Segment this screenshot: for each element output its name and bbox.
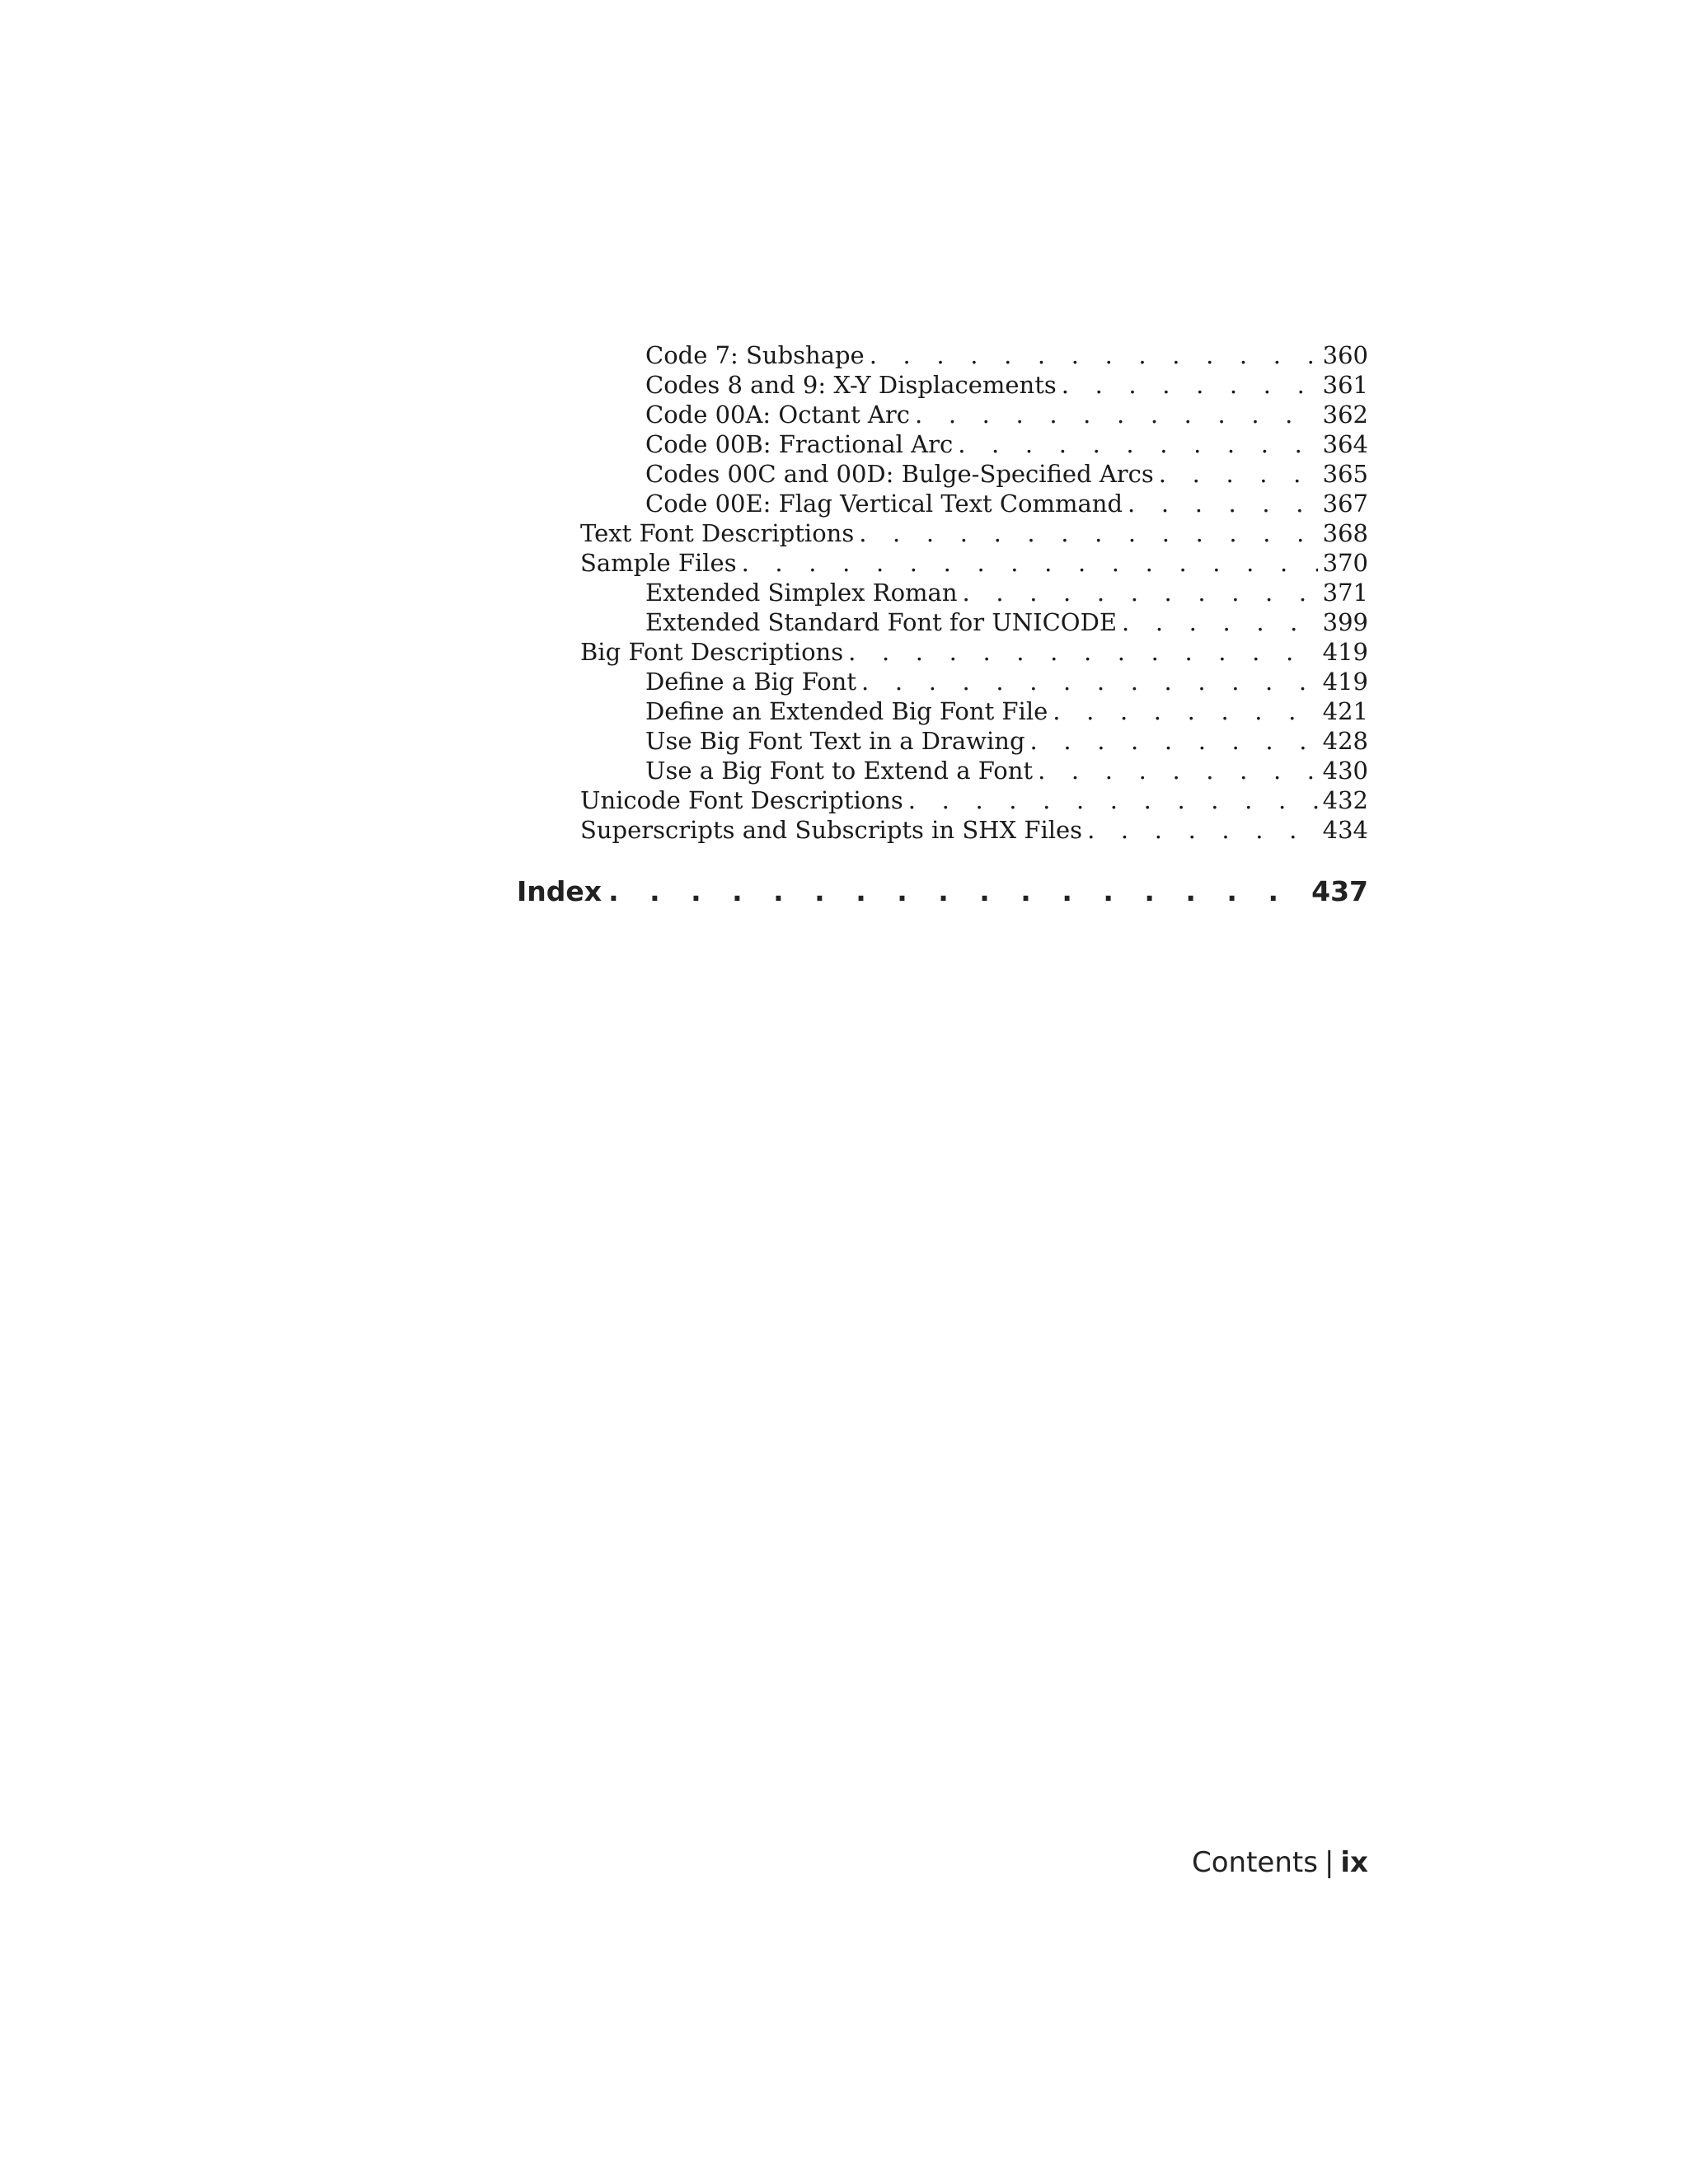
dot-leader: [861, 667, 1318, 696]
toc-entry: [577, 756, 1368, 785]
toc-entry-page: 437: [1311, 875, 1368, 907]
toc-entry-page: 428: [1322, 727, 1368, 755]
toc-entry: [577, 489, 1368, 518]
dot-leader: [859, 518, 1317, 548]
dot-leader: [1087, 815, 1318, 845]
toc-entry: [577, 370, 1368, 400]
toc-entry-title: Code 00A: Octant Arc: [645, 401, 910, 429]
dot-leader: [1159, 459, 1318, 489]
toc-entry-title: Extended Standard Font for UNICODE: [645, 608, 1117, 636]
footer-page-number: ix: [1340, 1846, 1368, 1879]
toc-entry-title: Define an Extended Big Font File: [645, 697, 1048, 725]
toc-entry-page: 360: [1322, 341, 1368, 369]
toc-entry-page: 419: [1322, 638, 1368, 666]
toc-entry: [577, 785, 1368, 815]
toc-entry: [577, 548, 1368, 578]
toc-entry: [577, 400, 1368, 429]
toc-entry-page: 364: [1322, 430, 1368, 458]
toc-entry-title: Code 00E: Flag Vertical Text Command: [645, 490, 1123, 518]
toc-entry-page: 361: [1322, 371, 1368, 399]
toc-entry-title: Unicode Font Descriptions: [580, 786, 903, 814]
dot-leader: [1122, 607, 1318, 637]
dot-leader: [870, 340, 1318, 370]
toc-entry: [577, 637, 1368, 667]
toc-entry: [577, 429, 1368, 459]
toc-entry: [577, 726, 1368, 756]
toc-entry-title: Define a Big Font: [645, 668, 857, 696]
dot-leader: [963, 578, 1318, 607]
dot-leader: [1062, 370, 1318, 400]
page-footer: [1192, 1844, 1368, 1881]
toc-entry-page: 430: [1322, 757, 1368, 785]
toc-entry-title: Index: [517, 875, 603, 907]
dot-leader: [908, 785, 1318, 815]
toc-entry: [577, 696, 1368, 726]
toc-entry: [577, 815, 1368, 845]
toc-entry-title: Code 7: Subshape: [645, 341, 865, 369]
toc-entry-page: 371: [1322, 579, 1368, 607]
toc-entry-title: Codes 00C and 00D: Bulge-Specified Arcs: [645, 460, 1154, 488]
dot-leader: [848, 637, 1318, 667]
toc-entry: [577, 578, 1368, 607]
toc-entry-page: 432: [1322, 786, 1368, 814]
toc-entry-page: 367: [1322, 490, 1368, 518]
toc-entry-title: Sample Files: [580, 549, 737, 577]
footer-section-label: Contents: [1192, 1846, 1318, 1879]
footer-separator: |: [1324, 1846, 1334, 1879]
table-of-contents: [577, 340, 1368, 845]
toc-entry-title: Superscripts and Subscripts in SHX Files: [580, 816, 1083, 844]
toc-entry-title: Use a Big Font to Extend a Font: [645, 757, 1034, 785]
toc-entry-page: 365: [1322, 460, 1368, 488]
dot-leader: [1030, 726, 1318, 756]
toc-entry-title: Use Big Font Text in a Drawing: [645, 727, 1025, 755]
toc-entry: [577, 340, 1368, 370]
dot-leader: [1038, 756, 1318, 785]
dot-leader: [958, 429, 1317, 459]
dot-leader: [742, 548, 1318, 578]
toc-entry-title: Code 00B: Fractional Arc: [645, 430, 954, 458]
toc-entry-page: 370: [1322, 549, 1368, 577]
toc-entry-title: Codes 8 and 9: X-Y Displacements: [645, 371, 1057, 399]
toc-entry: [577, 607, 1368, 637]
toc-entry-title: Text Font Descriptions: [580, 519, 855, 547]
toc-entry-title: Extended Simplex Roman: [645, 579, 958, 607]
toc-entry-page: 399: [1322, 608, 1368, 636]
dot-leader: [608, 872, 1305, 912]
dot-leader: [915, 400, 1318, 429]
toc-entry-title: Big Font Descriptions: [580, 638, 844, 666]
toc-entry-page: 421: [1322, 697, 1368, 725]
toc-index-entry: [517, 872, 1368, 912]
dot-leader: [1128, 489, 1318, 518]
toc-entry-page: 362: [1322, 401, 1368, 429]
toc-entry-page: 368: [1322, 519, 1368, 547]
dot-leader: [1053, 696, 1317, 726]
toc-entry-page: 419: [1322, 668, 1368, 696]
toc-entry-page: 434: [1322, 816, 1368, 844]
toc-entry: [577, 518, 1368, 548]
toc-entry: [577, 459, 1368, 489]
toc-entry: [577, 667, 1368, 696]
